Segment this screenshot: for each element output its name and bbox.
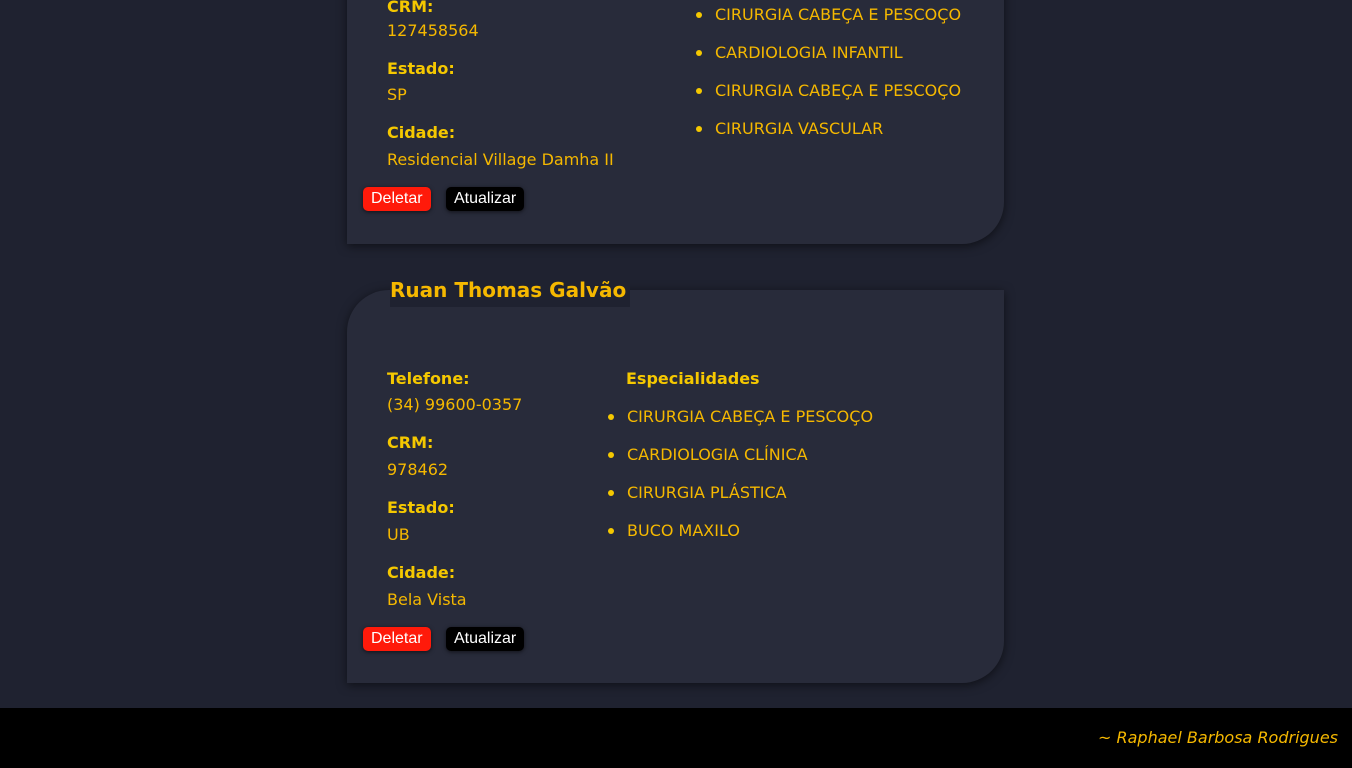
telefone-label: Telefone:: [387, 369, 470, 388]
especialidade-item: CARDIOLOGIA CLÍNICA: [627, 445, 873, 483]
crm-value: 978462: [387, 460, 449, 479]
crm-label: CRM:: [387, 433, 434, 452]
footer-credit: ~ Raphael Barbosa Rodrigues: [1098, 728, 1338, 747]
especialidade-item: CIRURGIA VASCULAR: [715, 119, 961, 157]
cidade-label: Cidade:: [387, 563, 456, 582]
especialidade-item: CIRURGIA CABEÇA E PESCOÇO: [715, 5, 961, 43]
delete-button[interactable]: Deletar: [363, 627, 431, 651]
update-button[interactable]: Atualizar: [446, 627, 524, 651]
delete-button[interactable]: Deletar: [363, 187, 431, 211]
footer: [0, 708, 1352, 768]
telefone-value: (34) 99600-0357: [387, 395, 523, 414]
estado-label: Estado:: [387, 59, 455, 78]
especialidades-title: Especialidades: [626, 369, 760, 388]
especialidades-list: [715, 5, 961, 157]
estado-label: Estado:: [387, 498, 455, 517]
especialidade-item: CIRURGIA PLÁSTICA: [627, 483, 873, 521]
estado-value: UB: [387, 525, 410, 544]
especialidade-item: CIRURGIA CABEÇA E PESCOÇO: [715, 81, 961, 119]
doctor-name: Ruan Thomas Galvão: [390, 275, 630, 307]
especialidades-list: [627, 407, 873, 559]
cidade-value: Residencial Village Damha II: [387, 150, 614, 169]
especialidade-item: BUCO MAXILO: [627, 521, 873, 559]
cidade-value: Bela Vista: [387, 590, 467, 609]
crm-label: CRM:: [387, 0, 434, 16]
especialidade-item: CARDIOLOGIA INFANTIL: [715, 43, 961, 81]
crm-value: 127458564: [387, 21, 479, 40]
especialidade-item: CIRURGIA CABEÇA E PESCOÇO: [627, 407, 873, 445]
update-button[interactable]: Atualizar: [446, 187, 524, 211]
estado-value: SP: [387, 85, 407, 104]
cidade-label: Cidade:: [387, 123, 456, 142]
